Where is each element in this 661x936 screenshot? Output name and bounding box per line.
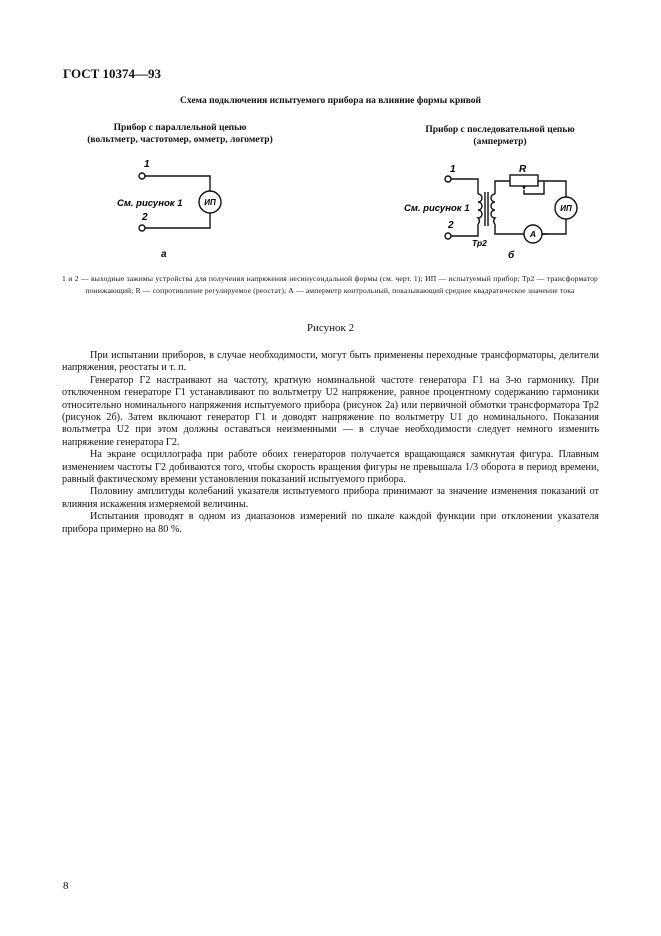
transformer-primary xyxy=(478,194,482,224)
transformer-secondary xyxy=(491,194,495,224)
left-diagram-caption xyxy=(60,122,300,146)
paragraph-3: На экране осциллографа при работе обоих генераторов получается вращающаяся замкнутая фигура. Плавным изменением частоты Г2 добиваются того, чтобы скорость вращения фигуры не превышала 1/3 оборота в период времени, равный фактическому времени установления показаний испытуемого прибора. xyxy=(62,449,599,486)
paragraph-4: Половину амплитуды колебаний указателя испытуемого прибора принимают за значение изменения показаний от влияния искажения измеряемой величины. xyxy=(62,486,599,510)
device-label: ИП xyxy=(204,198,216,207)
paragraph-5: Испытания проводят в одном из диапазонов измерений по шкале каждой функции при отклонении указателя прибора примерно на 80 %. xyxy=(62,511,599,535)
page-number: 8 xyxy=(63,880,69,892)
terminal-1 xyxy=(445,176,451,182)
diagram-a-label: а xyxy=(161,249,167,260)
terminal-2 xyxy=(139,225,145,231)
see-figure-ref: См. рисунок 1 xyxy=(117,198,183,209)
see-figure-ref: См. рисунок 1 xyxy=(404,203,470,214)
ammeter-label: A xyxy=(529,229,537,239)
terminal-2 xyxy=(445,233,451,239)
left-caption-line2: (вольтметр, частотомер, омметр, логометр) xyxy=(87,135,273,145)
right-caption-line1: Прибор с последовательной цепью xyxy=(425,125,575,135)
diagram-series xyxy=(398,156,588,268)
paragraph-1: При испытании приборов, в случае необходимости, могут быть применены переходные трансформаторы, делители напряжения, реостаты и т. п. xyxy=(62,350,599,374)
terminal-1 xyxy=(139,173,145,179)
terminal-2-label: 2 xyxy=(448,220,454,231)
transformer-label: Тр2 xyxy=(472,238,487,248)
terminal-1-label: 1 xyxy=(450,164,456,175)
body-text xyxy=(62,350,599,536)
diagram-parallel xyxy=(100,150,240,260)
terminal-1-label: 1 xyxy=(144,159,150,170)
document-code: ГОСТ 10374—93 xyxy=(63,66,162,81)
left-caption-line1: Прибор с параллельной цепью xyxy=(113,123,247,133)
terminal-2-label: 2 xyxy=(142,212,148,223)
rheostat-symbol xyxy=(510,175,538,186)
figure-title: Схема подключения испытуемого прибора на влияние формы кривой xyxy=(179,96,482,106)
diagram-b-label: б xyxy=(508,250,515,261)
figure-caption: Рисунок 2 xyxy=(306,322,355,334)
right-diagram-caption xyxy=(390,124,610,148)
paragraph-2: Генератор Г2 настраивают на частоту, кратную номинальной частоте генератора Г1 на 3-ю гармонику. При отключенном генераторе Г1 устанавливают по вольтметру U2 напряжение, равное процентному содержанию гармоники относительно номинального напряжения испытуемого прибора (рисунок 2а) или первичной обмотки трансформатора Тр2 (рисунок 2б). Затем включают генератор Г1 и доводят напряжение по вольтметру U1 до номинального. Показания вольтметра U2 при этом должны оставаться неизменными — в случае необходимости следует немного изменить напряжение генератора Г2. xyxy=(62,374,599,448)
device-label: ИП xyxy=(560,204,572,213)
resistor-label: R xyxy=(519,164,527,175)
figure-legend: 1 и 2 — выходные зажимы устройства для получения напряжения несинусоидальной формы (см. черт. 1); ИП — испытуемый прибор; Тр2 — трансформатор понижающий; R — сопротивление регулируемое (реостат); А — амперметр контрольный, показывающий среднее квадратическое значение тока xyxy=(62,274,598,295)
right-caption-line2: (амперметр) xyxy=(473,137,527,147)
